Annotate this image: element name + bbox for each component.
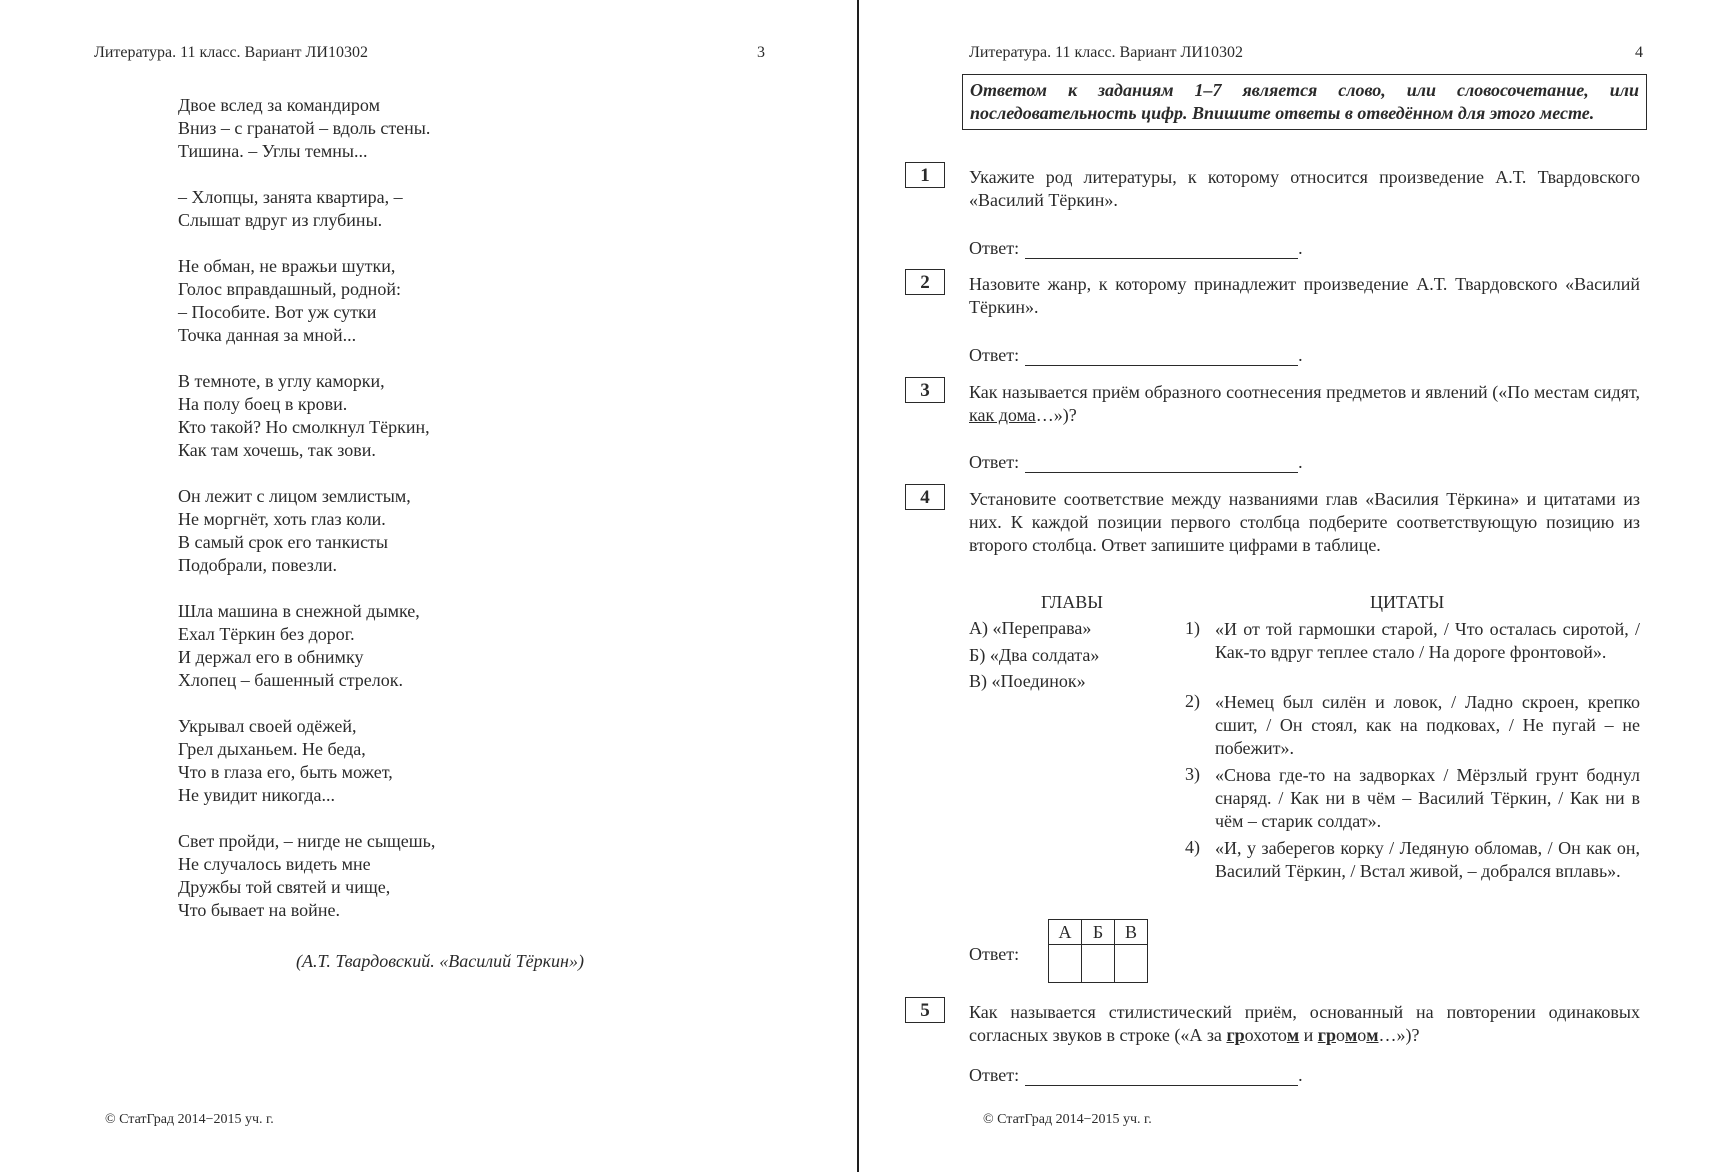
stanza — [178, 186, 435, 232]
instructions-box: Ответом к заданиям 1–7 является слово, или словосочетание, или последовательность цифр. Впишите ответы в отведённом для этого месте. — [962, 74, 1647, 130]
table-header-v: В — [1115, 920, 1148, 945]
q5-text-before: Как называется стилистический приём, основанный на повторении одинаковых согласных звуков в строке («А за — [969, 1002, 1640, 1045]
poem-line: Не увидит никогда... — [178, 785, 336, 805]
question-5-text — [969, 1001, 1640, 1047]
citation-text: «Снова где-то на задворках / Мёрзлый грунт боднул снаряд. / Как ни в чём – Василий Тёркин, / Как ни в чём – старик солдат». — [1215, 765, 1640, 831]
stanza — [178, 370, 435, 462]
stanza — [178, 94, 435, 163]
question-3-text — [969, 381, 1640, 427]
page-number: 3 — [757, 44, 765, 61]
citation-number: 2) — [1185, 691, 1200, 711]
answer-cell-v[interactable] — [1115, 945, 1148, 983]
chapter-item: Б) «Два солдата» — [969, 645, 1100, 665]
poem-line: Шла машина в снежной дымке, — [178, 601, 420, 621]
citation-text: «Немец был силён и ловок, / Ладно скроен, крепко сшит, / Он стоял, как на подковах, / Не пугай – не побежит». — [1215, 692, 1640, 758]
q3-text-before: Как называется приём образного соотнесения предметов и явлений («По местам сидят, — [969, 382, 1640, 402]
answer-3: Ответ: . — [969, 452, 1303, 472]
q5-emph: гр — [1317, 1025, 1336, 1045]
answer-cell-a[interactable] — [1049, 945, 1082, 983]
answer-5-field[interactable] — [1025, 1067, 1298, 1086]
poem-line: Точка данная за мной... — [178, 325, 357, 345]
page-header-title: Литература. 11 класс. Вариант ЛИ10302 — [94, 44, 368, 61]
citation-text: «И, у заберегов корку / Ледяную обломав, / Он как он, Василий Тёркин, / Встал живой, – добрался вплавь». — [1215, 838, 1640, 881]
poem-line: Вниз – с гранатой – вдоль стены. — [178, 118, 431, 138]
poem-line: Слышат вдруг из глубины. — [178, 210, 383, 230]
poem-line: Ехал Тёркин без дорог. — [178, 624, 355, 644]
answer-label: Ответ: — [969, 1065, 1020, 1085]
poem-line: Грел дыханьем. Не беда, — [178, 739, 366, 759]
stanza — [178, 600, 435, 692]
citations-header: ЦИТАТЫ — [1370, 592, 1445, 612]
answer-label: Ответ: — [969, 345, 1020, 365]
page-header-title: Литература. 11 класс. Вариант ЛИ10302 — [969, 44, 1243, 61]
q5-plain: о — [1335, 1025, 1345, 1045]
stanza — [178, 485, 435, 577]
answer-2-field[interactable] — [1025, 347, 1298, 366]
poem — [178, 94, 435, 945]
poem-line: Кто такой? Но смолкнул Тёркин, — [178, 417, 430, 437]
question-4-text: Установите соответствие между названиями глав «Василия Тёркина» и цитатами из них. К каждой позиции первого столбца подберите соответствующую позицию из второго столбца. Ответ запишите цифрами в таблице. — [969, 489, 1640, 555]
chapter-item: А) «Переправа» — [969, 618, 1092, 638]
poem-line: Что бывает на войне. — [178, 900, 340, 920]
poem-line: Свет пройди, – нигде не сыщешь, — [178, 831, 436, 851]
poem-line: В темноте, в углу каморки, — [178, 371, 385, 391]
q5-emph: м — [1286, 1025, 1300, 1045]
q5-text-after: …»)? — [1378, 1025, 1420, 1045]
poem-line: – Хлопцы, занята квартира, – — [178, 187, 403, 207]
chapters-header: ГЛАВЫ — [1041, 592, 1103, 612]
citation-number: 1) — [1185, 618, 1200, 638]
poem-line: Как там хочешь, так зови. — [178, 440, 376, 460]
question-number-1: 1 — [905, 162, 945, 188]
q5-plain: о — [1357, 1025, 1367, 1045]
answer-label: Ответ: — [969, 238, 1020, 258]
citation-text: «И от той гармошки старой, / Что осталась сиротой, / Как-то вдруг теплее стало / На дороге фронтовой». — [1215, 619, 1640, 662]
answer-label: Ответ: — [969, 452, 1020, 472]
poem-line: Дружбы той святей и чище, — [178, 877, 391, 897]
q5-emph: м — [1344, 1025, 1358, 1045]
poem-line: На полу боец в крови. — [178, 394, 348, 414]
poem-line: Не моргнёт, хоть глаз коли. — [178, 509, 386, 529]
q3-text-after: …»)? — [1035, 405, 1077, 425]
poem-line: В самый срок его танкисты — [178, 532, 389, 552]
answer-2: Ответ: . — [969, 345, 1303, 365]
poem-line: Подобрали, повезли. — [178, 555, 338, 575]
q5-emph: гр — [1226, 1025, 1245, 1045]
question-number-4: 4 — [905, 484, 945, 510]
right-page — [859, 0, 1714, 1172]
citation-number: 3) — [1185, 764, 1200, 784]
question-2-text: Назовите жанр, к которому принадлежит произведение А.Т. Твардовского «Василий Тёркин». — [969, 274, 1640, 317]
answer-1: Ответ: . — [969, 238, 1303, 258]
answer-cell-b[interactable] — [1082, 945, 1115, 983]
poem-attribution: (А.Т. Твардовский. «Василий Тёркин») — [296, 951, 584, 971]
poem-line: Тишина. – Углы темны... — [178, 141, 368, 161]
citation-number: 4) — [1185, 837, 1200, 857]
poem-line: Двое вслед за командиром — [178, 95, 380, 115]
table-header-a: А — [1049, 920, 1082, 945]
question-number-2: 2 — [905, 269, 945, 295]
q5-plain: и — [1299, 1025, 1318, 1045]
poem-line: Не обман, не вражьи шутки, — [178, 256, 396, 276]
answer-4-label: Ответ: — [969, 944, 1020, 964]
poem-line: Укрывал своей одёжей, — [178, 716, 357, 736]
poem-line: Что в глаза его, быть может, — [178, 762, 393, 782]
q3-underlined: как дома — [969, 405, 1036, 425]
chapter-item: В) «Поединок» — [969, 671, 1086, 691]
answer-3-field[interactable] — [1025, 454, 1298, 473]
poem-line: И держал его в обнимку — [178, 647, 364, 667]
table-header-b: Б — [1082, 920, 1115, 945]
answer-5: Ответ: . — [969, 1065, 1303, 1085]
stanza — [178, 830, 435, 922]
poem-line: Он лежит с лицом землистым, — [178, 486, 411, 506]
poem-line: Хлопец – башенный стрелок. — [178, 670, 404, 690]
page-number: 4 — [1635, 44, 1643, 61]
question-1-text: Укажите род литературы, к которому относится произведение А.Т. Твардовского «Василий Тёркин». — [969, 167, 1640, 210]
q5-plain: охото — [1244, 1025, 1287, 1045]
question-number-5: 5 — [905, 997, 945, 1023]
page-footer: © СтатГрад 2014−2015 уч. г. — [105, 1112, 274, 1127]
answer-1-field[interactable] — [1025, 240, 1298, 259]
poem-line: Голос вправдашный, родной: — [178, 279, 401, 299]
page-footer: © СтатГрад 2014−2015 уч. г. — [983, 1112, 1152, 1127]
answer-4-table — [1048, 919, 1148, 983]
stanza — [178, 255, 435, 347]
question-number-3: 3 — [905, 377, 945, 403]
stanza — [178, 715, 435, 807]
poem-line: – Пособите. Вот уж сутки — [178, 302, 377, 322]
poem-line: Не случалось видеть мне — [178, 854, 371, 874]
q5-emph: м — [1366, 1025, 1379, 1045]
